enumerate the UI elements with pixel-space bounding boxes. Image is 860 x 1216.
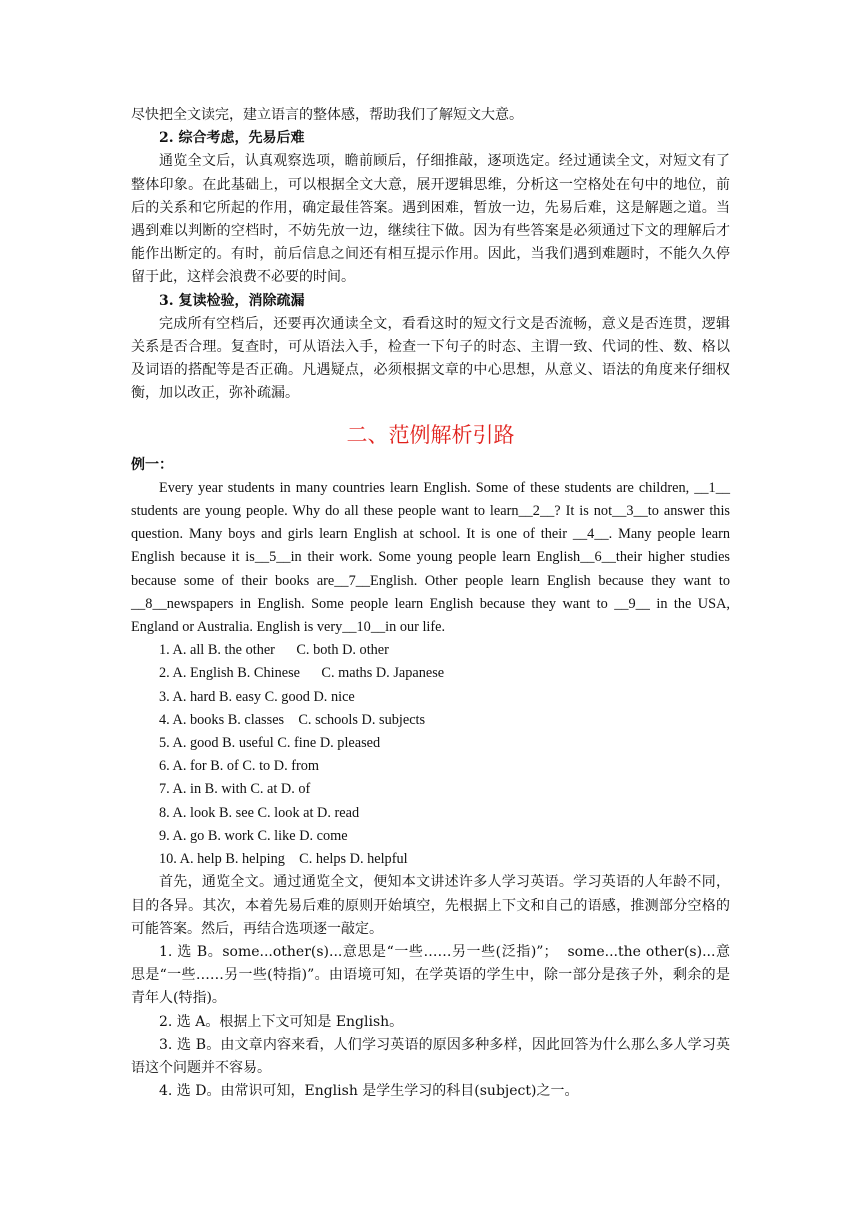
option-line: 10. A. help B. helping C. helps D. helpful — [159, 851, 408, 868]
option-line: 9. A. go B. work C. like D. come — [159, 827, 348, 844]
option-line: 2. A. English B. Chinese C. maths D. Japanese — [159, 665, 445, 682]
options-list — [131, 639, 730, 871]
answer-explanation: 2. 选 A。根据上下文可知是 English。 — [159, 1013, 404, 1030]
option-line: 1. A. all B. the other C. both D. other — [159, 642, 389, 659]
analysis-intro: 首先，通览全文。通过通览全文，便知本文讲述许多人学习英语。学习英语的人年龄不同，目的各异。其次，本着先易后难的原则开始填空，先根据上下文和自己的语感，推测部分空格的可能答案。然后，再结合选项逐一敲定。 — [131, 874, 730, 937]
section-2-body: 通览全文后，认真观察选项，瞻前顾后，仔细推敲，逐项选定。经过通读全文，对短文有了整体印象。在此基础上，可以根据全文大意，展开逻辑思维，分析这一空格处在句中的地位，前后的关系和它所起的作用，确定最佳答案。遇到困难，暂放一边，先易后难，这是解题之道。当遇到难以判断的空档时，不妨先放一边，继续往下做。因为有些答案是必须通过下文的理解后才能作出断定的。有时，前后信息之间还有相互提示作用。因此，当我们遇到难题时，不能久久停留于此，这样会浪费不必要的时间。 — [131, 153, 730, 286]
intro-tail-paragraph: 尽快把全文读完，建立语言的整体感，帮助我们了解短文大意。 — [131, 107, 523, 123]
part-title: 二、范例解析引路 — [346, 422, 515, 447]
answer-explanation: 4. 选 D。由常识可知，English 是学生学习的科目(subject)之一。 — [159, 1083, 579, 1100]
option-line: 4. A. books B. classes C. schools D. subjects — [159, 711, 426, 728]
option-line: 7. A. in B. with C. at D. of — [159, 781, 311, 798]
answer-explanation: 3. 选 B。由文章内容来看，人们学习英语的原因多种多样，因此回答为什么那么多人学习英语这个问题并不容易。 — [131, 1036, 730, 1076]
example-label: 例一： — [131, 456, 173, 473]
cloze-passage: Every year students in many countries learn English. Some of these students are children, __1__ students are young people. Why do all these people want to learn__2__? It is not__3__to answer this question. Many boys and girls learn English at school. It is one of their __4__. Many people learn English because it is__5__in their work. Some young people learn English__6__their higher studies because some of their books are__7__English. Other people learn English because they want to __8__newspapers in English. Some people learn English because they want to __9__ in the USA, England or Australia. English is very__10__in our life. — [131, 479, 730, 636]
section-2-heading: 2. 综合考虑，先易后难 — [159, 130, 305, 147]
option-line: 8. A. look B. see C. look at D. read — [159, 804, 360, 821]
option-line: 3. A. hard B. easy C. good D. nice — [159, 688, 355, 705]
option-line: 6. A. for B. of C. to D. from — [159, 758, 320, 775]
section-3-body: 完成所有空档后，还要再次通读全文，看看这时的短文行文是否流畅，意义是否连贯，逻辑关系是否合理。复查时，可从语法入手，检查一下句子的时态、主谓一致、代词的性、数、格以及词语的搭配等是否正确。凡遇疑点，必须根据文章的中心思想，从意义、语法的角度来仔细权衡，加以改正，弥补疏漏。 — [131, 315, 730, 402]
answer-explanation: 1. 选 B。some...other(s)...意思是“一些……另一些(泛指)”； some...the other(s)...意思是“一些……另一些(特指)”。由语境可知，在学英语的学生中，除一部分是孩子外，剩余的是青年人(特指)。 — [131, 943, 730, 1007]
option-line: 5. A. good B. useful C. fine D. pleased — [159, 735, 381, 752]
answer-explanations — [131, 941, 730, 1103]
page-content — [131, 104, 730, 1103]
section-3-heading: 3. 复读检验，消除疏漏 — [159, 292, 305, 309]
